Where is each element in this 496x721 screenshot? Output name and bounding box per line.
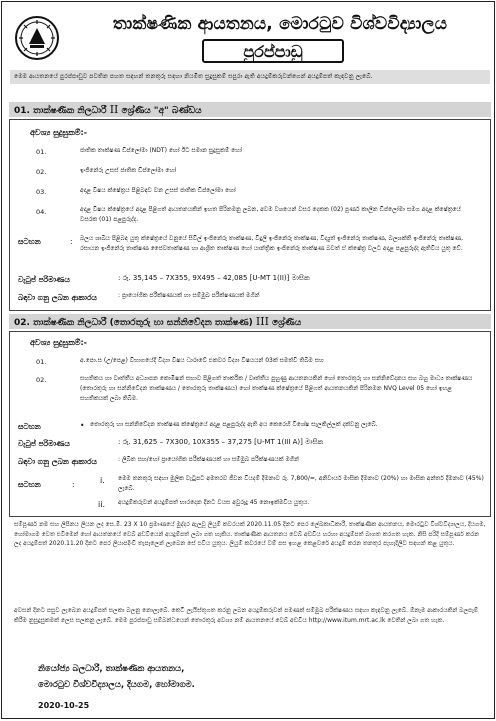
qual-text: අදාළ විෂය ක්ෂේත්‍රයේ අදාළ පිළිගත් ආයතනයකින් ඉහත පිරිනමනු ලබන, අවම වශයෙන් වසර දෙකක (02) පූර්ණ කාලීන ඩිප්ලෝමා සමග අදාළ ක්ෂේත්‍රයේ වසරක (01) පළපුරුද්ද. [80, 206, 461, 223]
recruit-text: : ප්‍රායෝගික පරීක්ෂණයක් හා සම්මුඛ පරීක්ෂණයක් මගින් [118, 292, 260, 299]
section1-note-label: සටහන [18, 237, 41, 246]
salary-text: : රු. 35,145 – 7X355, 9X495 – 42,085 [U-MT 1(II)] මාසික [118, 274, 310, 282]
qual-text: ජාතික තාක්ෂණ ඩිප්ලෝමා (NDT) හෝ ඊට සමාන සුදුසුකම් හෝ [80, 147, 242, 154]
qual-text: සහතිකය හා වෘත්තීය අධ්‍යාපන කොමිෂන් සභාව පිළිගත් තාර්කික / වෘත්තීය පුහුණු ආයතනයකින් හෝ තොරතුරු හා සන්නිවේදනය සහ බහු මාධ්‍ය තාක්ෂණය (තොරතුරු හා සන්නිවේදන තාක්ෂණය / තොරතුරු තාක්ෂණය) හෝ තාක්ෂණ ක්ෂේත්‍රයේ පිළිගත් ආයතනයකින් පිරිනමන NVQ Level 05 හෝ ඉහළ සහතිකයක් ලබා තිබීම. [80, 375, 473, 402]
note-num: ii. [98, 500, 105, 509]
qual-num: 02. [36, 376, 47, 384]
qual-text: අදාළ විෂය ක්ෂේත්‍රය පිළිබඳව වන උසස් ජාතික ඩිප්ලෝමා හෝ [80, 187, 236, 194]
qual-num: 03. [36, 188, 47, 196]
section2-note-heading: සටහන [18, 422, 41, 431]
section2-qual-heading: අවශ්‍ය සුදුසුකම්:- [30, 338, 87, 347]
instructions-paragraph: සම්පූර්ණ නම සහ ලිපිනය ලියන ලද සෙ.මී. 23 X 10 ප්‍රමාණයේ මුද්දර ඇලවූ ලියුම් කවරයක් 2020.11.05 දිනට පෙර ලේඛකාධිකාරී, තාක්ෂණික ආයතනය, මොරටුව විශ්වවිද්‍යාලය, දියගම, හෝමාගම වෙත එවීමෙන් හෝ ආයතනයේ වෙබ් අඩවියෙන් අයදුම්පත් ලබා ගත හැකිය. තාක්ෂණික ආයතනය වෙබ් අඩවිය හරහා අයදුම්පත් බාගත කරගත හැක. නිසි පරිදි සම්පූර්ණ කරන ලද අයදුම්පත් 2020.11.20 දිනට පෙර ලියාපදිංචි තැපෑලෙන් ලැබෙන සේ එවිය යුතුය. ලියුම් කවරයේ වම් පස ඉහළ කෙළවරේ අයදුම් කරන තනතුර පැහැදිලිව සඳහන් කළ යුතුය. [14, 521, 486, 547]
vacancy-notice [1, 1, 495, 719]
qual-num: 04. [36, 208, 47, 216]
university-crest-icon [15, 16, 59, 60]
section2-box: අවශ්‍ය සුදුසුකම්:- 01. අ.පො.ස (උ/පෙළ) විභාගයේදී විද්‍යා විෂය ධාරාවේ එකවර විද්‍යා විෂයයන් 03ක් සමත්වී තිබීම සහ 02. සහතිකය හා වෘත්තීය අධ්‍යාපන කොමිෂන් සභාව පිළිගත් තාර්කික / වෘත්තීය පුහුණු ආයතනයකින් හෝ තොරතුරු හා සන්නිවේදනය සහ බහු මාධ්‍ය තාක්ෂණය (තොරතුරු හා සන්නිවේදන තාක්ෂණය / තොරතුරු තාක්ෂණය) හෝ තාක්ෂණ ක්ෂේත්‍රයේ පිළිගත් ආයතනයකින් පිරිනමන NVQ Level 05 හෝ ඉහළ සහතිකයක් ලබා තිබීම. සටහන • තොරතුරු හා සන්නිවේදන තාක්ෂණ ක්ෂේත්‍රයේ අදාළ පළපුරුද්ද ඇති අය කෙරෙහි විශේෂ සැලකිල්ලක් දක්වනු ලැබේ. වැටුප් පරිමාණය : රු. 31,625 – 7X300, 10X355 – 37,275 [U-MT 1(III A)] මාසික බඳවා ගනු ලබන ආකාරය : ලිඛිත සහ/හෝ ප්‍රායෝගික පරීක්ෂණයක් හා සම්මුඛ පරීක්ෂණයක් මගින් සටහන : i. මෙම තනතුරු සඳහා මුලික වැටුපට අමතරව ජීවන වියදම් දීමනාව රු. 7,800/=, අනිවාර්ය මාසික දීමනාව (20%) හා මාසික අන්තර් දීමනාව (45%) ලැබේ. ii. අයදුම්කරුවන් අයදුම්පත් භාරදෙන දිනට වයස අවුරුදු 45 නොඉක්මවිය යුතුය. [9, 331, 491, 517]
recruit-label: බඳවා ගනු ලබන ආකාරය [18, 457, 97, 466]
section2-heading-suffix: ශ්‍රේණිය [272, 318, 302, 328]
note-num: i. [100, 476, 105, 485]
qual-text: ඉංජිනේරු උසස් ජාතික ඩිප්ලෝමා හෝ [80, 167, 177, 174]
section1-heading-prefix: 01. තාක්ෂණික නිලධාරී [14, 106, 107, 116]
section1-heading-suffix: ශ්‍රේණිය "අ" බණ්ඩය [121, 106, 202, 116]
section2-notes-label: සටහන [18, 480, 41, 489]
note-text: මෙම තනතුරු සඳහා මුලික වැටුපට අමතරව ජීවන වියදම් දීමනාව රු. 7,800/=, අනිවාර්ය මාසික දීමනාව (20%) හා මාසික අන්තර් දීමනාව (45%) ලැබේ. [118, 475, 484, 492]
recruit-label: බඳවා ගනු ලබන ආකාරය [18, 293, 97, 302]
page-title: තාක්ෂණික ආයතනය, මොරටුව විශ්වවිද්‍යාලය [112, 14, 448, 34]
section1-box: අවශ්‍ය සුදුසුකම්:- 01. ජාතික තාක්ෂණ ඩිප්ලෝමා (NDT) හෝ ඊට සමාන සුදුසුකම් හෝ 02. ඉංජිනේරු උසස් ජාතික ඩිප්ලෝමා හෝ 03. අදාළ විෂය ක්ෂේත්‍රය පිළිබඳව වන උසස් ජාතික ඩිප්ලෝමා හෝ 04. අදාළ විෂය ක්ෂේත්‍රයේ අදාළ පිළිගත් ආයතනයකින් ඉහත පිරිනමනු ලබන, අවම වශයෙන් වසර දෙකක (02) පූර්ණ කාලීන ඩිප්ලෝමා සමග අදාළ ක්ෂේත්‍රයේ වසරක (01) පළපුරුද්ද. සටහන : බලය ශාඛීය පිළිබඳ යුතු ක්ෂේත්‍රයේ වනුයේ සිවිල් ඉංජිනේරු තාක්ෂණ, විදුලි ඉංජිනේරු තාක්ෂණ, විද්‍යුත් ඉංජිනේරු තාක්ෂණ, බලශක්ති ඉංජිනේරු තාක්ෂණ, රසායන ඉංජිනේරු තාක්ෂණ ජෛවතාක්ෂණ හා ආශ්‍රිත තාක්ෂණ හෝ යාන්ත්‍රික ඉංජිනේරු තාක්ෂණ බවත් ඒ ක්ෂේත්‍ර වලට අදාළ පළපුරුද්ද ඇතිවිය යුතු වේ. වැටුප් පරිමාණය : රු. 35,145 – 7X355, 9X495 – 42,085 [U-MT 1(II)] මාසික බඳවා ගනු ලබන ආකාරය : ප්‍රායෝගික පරීක්ෂණයක් හා සම්මුඛ පරීක්ෂණයක් මගින් [9, 119, 491, 311]
section2-heading-prefix: 02. තාක්ෂණික නිලධාරී (තොරතුරු හා සන්නිවේදන තාක්ෂණ) [14, 318, 253, 328]
note-text: අයදුම්කරුවන් අයදුම්පත් භාරදෙන දිනට වයස අවුරුදු 45 නොඉක්මවිය යුතුය. [118, 499, 310, 506]
notice-date: 2020-10-25 [38, 701, 90, 710]
salary-text: : රු. 31,625 – 7X300, 10X355 – 37,275 [U-MT 1(III A)] මාසික [118, 438, 324, 446]
qual-text: අ.පො.ස (උ/පෙළ) විභාගයේදී විද්‍යා විෂය ධාරාවේ එකවර විද්‍යා විෂයයන් 03ක් සමත්වී තිබීම සහ [80, 357, 324, 364]
vacancy-label: පුරප්පාඩු [202, 39, 344, 63]
intro-text: මෙම ආයතනයේ පුරප්පාඩුව පවතින පහත සඳහන් තනතුරු සඳහා නියමිත සුදුසුකම් සපුරා ඇති අයදුම්කරුවන්ගෙන් අයදුම්පත් කැඳවනු ලැබේ. [10, 70, 490, 84]
recruit-text: : ලිඛිත සහ/හෝ ප්‍රායෝගික පරීක්ෂණයක් හා සම්මුඛ පරීක්ෂණයක් මගින් [118, 456, 299, 463]
qual-num: 01. [36, 148, 47, 156]
signature-line: නියෝජ්‍ය බලධාරී, තාක්ෂණික ආයතනය, [38, 664, 185, 674]
salary-label: වැටුප් පරිමාණය [18, 275, 70, 284]
instructions-paragraph: අවසන් දිනට පසුව ලැබෙන අයදුම්පත් සලකා බලනු නොලැබේ. කෙටි ලැයිස්තුගත කරනු ලබන අයදුම්කරුවන් පමණක් සම්මුඛ පරීක්ෂණය සඳහා කැඳවනු ලැබේ. ඕනෑම ආකාරයකින් බලපෑම් කිරීම නුසුදුසුකමක් ලෙස සලකනු ලැබේ. මෙම පුරප්පාඩු සම්බන්ධයෙන් තොරතුරු අවශ්‍ය නම් ආයතනයේ වෙබ් අඩවිය http://www.itum.mrt.ac.lk වෙතින් ලබා ගත හැක. [14, 607, 479, 624]
section1-note-text: බලය ශාඛීය පිළිබඳ යුතු ක්ෂේත්‍රයේ වනුයේ සිවිල් ඉංජිනේරු තාක්ෂණ, විදුලි ඉංජිනේරු තාක්ෂණ, විද්‍යුත් ඉංජිනේරු තාක්ෂණ, බලශක්ති ඉංජිනේරු තාක්ෂණ, රසායන ඉංජිනේරු තාක්ෂණ ජෛවතාක්ෂණ හා ආශ්‍රිත තාක්ෂණ හෝ යාන්ත්‍රික ඉංජිනේරු තාක්ෂණ බවත් ඒ ක්ෂේත්‍ර වලට අදාළ පළපුරුද්ද ඇතිවිය යුතු වේ. [80, 235, 463, 252]
section2-heading [9, 314, 491, 329]
qual-num: 02. [36, 168, 47, 176]
header [2, 2, 496, 64]
salary-label: වැටුප් පරිමාණය [18, 439, 70, 448]
section2-grade: III [255, 315, 269, 328]
section1-heading [9, 102, 491, 117]
section2-note-bullet: තොරතුරු හා සන්නිවේදන තාක්ෂණ ක්ෂේත්‍රයේ අදාළ පළපුරුද්ද ඇති අය කෙරෙහි විශේෂ සැලකිල්ලක් දක්වනු ලැබේ. [90, 421, 378, 428]
section1-grade: II [109, 103, 119, 116]
section1-qual-heading: අවශ්‍ය සුදුසුකම්:- [30, 128, 87, 137]
signature-line: මොරටුව විශ්වවිද්‍යාලය, දියගම, හෝමාගම. [38, 680, 195, 690]
qual-num: 01. [36, 358, 47, 366]
